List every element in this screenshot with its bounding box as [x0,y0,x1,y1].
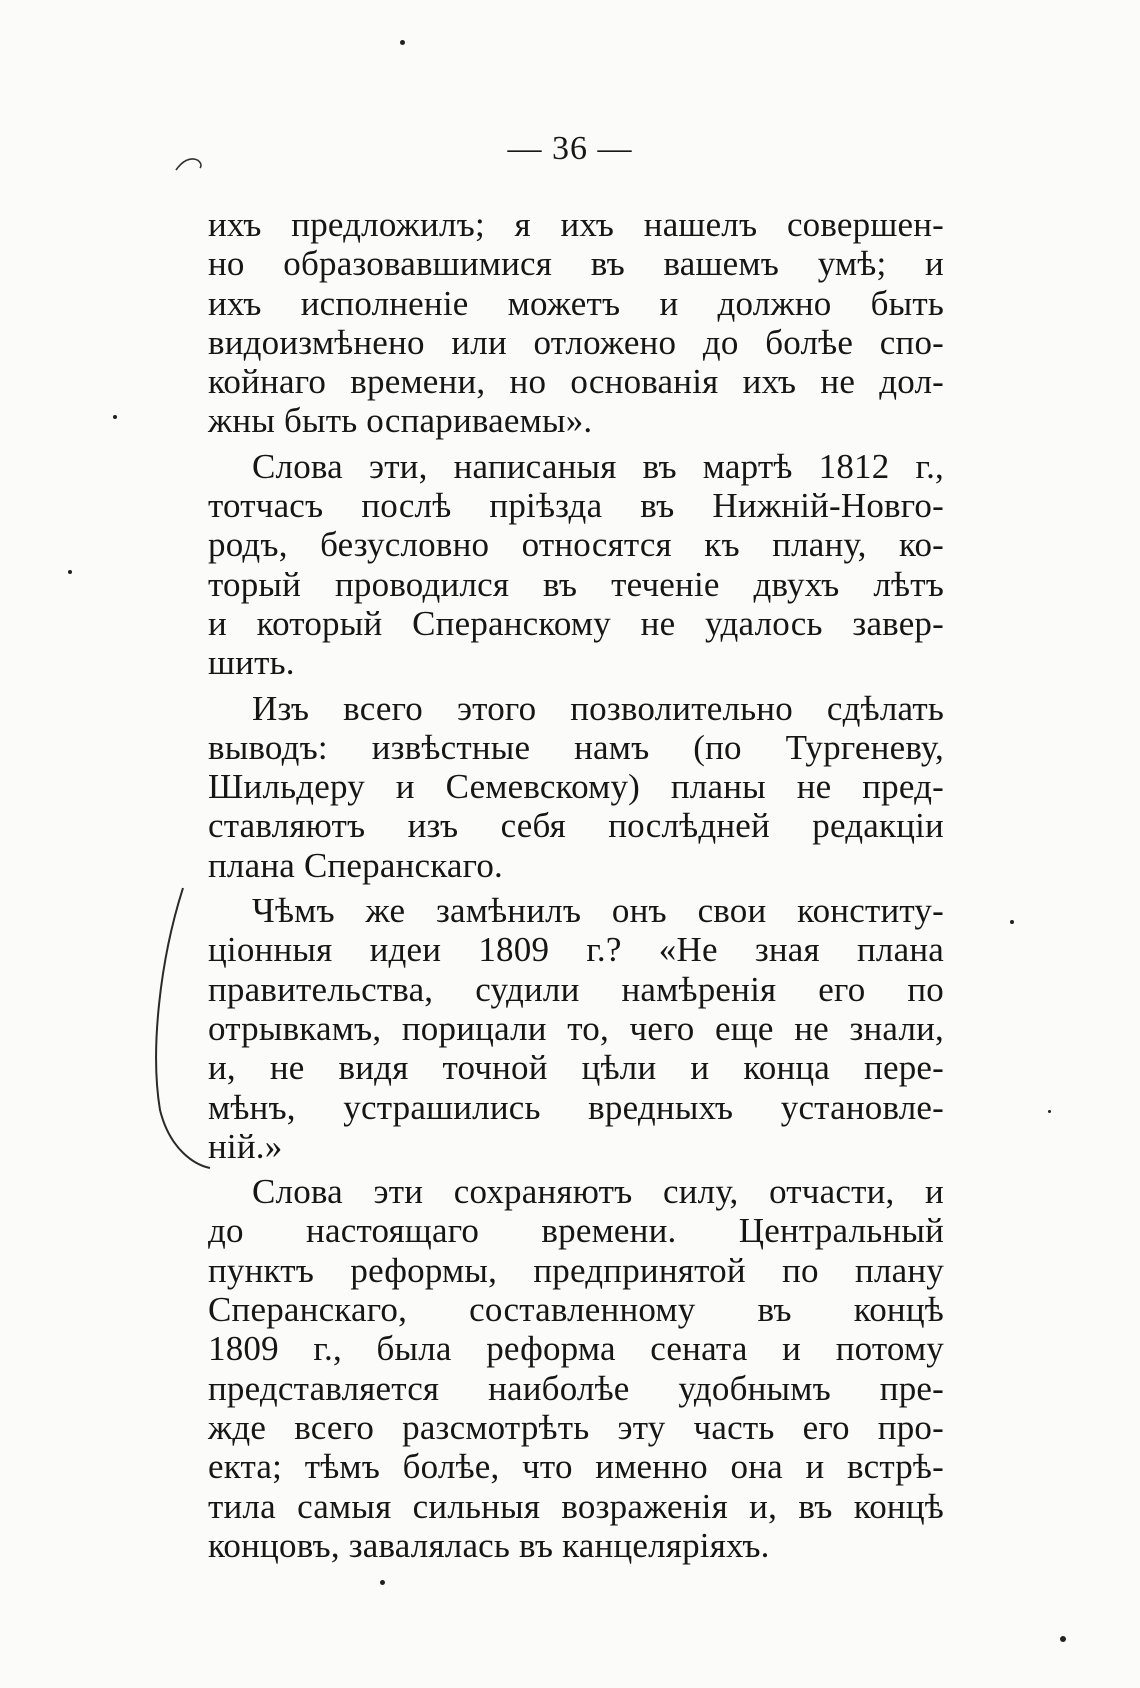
text-line: тила самыя сильныя возраженія и, въ концѣ [208,1486,944,1526]
text-line: торый проводился въ теченіе двухъ лѣтъ [208,564,944,604]
text-line: Слова эти, написаныя въ мартѣ 1812 г., [252,446,944,486]
text-line: екта; тѣмъ болѣе, что именно она и встрѣ- [208,1447,944,1487]
print-speck [1010,920,1014,924]
text-line: ихъ исполненіе можетъ и должно быть [208,283,944,323]
paragraph [208,205,944,441]
page-number: — 36 — [507,130,633,167]
text-line: концовъ, завалялась въ канцеляріяхъ. [208,1525,770,1565]
paragraph [208,447,944,683]
text-line: жны быть оспариваемы». [208,401,593,441]
text-line: ній.» [208,1126,283,1166]
print-speck [1060,1636,1066,1642]
text-line: видоизмѣнено или отложено до болѣе спо- [208,322,944,362]
text-line: ціонныя идеи 1809 г.? «Не зная плана [208,930,944,970]
text-line: Шильдеру и Семевскому) планы не пред- [208,767,944,807]
text-line: Чѣмъ же замѣнилъ онъ свои конститу- [252,891,944,931]
text-line: жде всего разсмотрѣть эту часть его про- [208,1407,944,1447]
text-line: Изъ всего этого позволительно сдѣлать [252,688,944,728]
print-speck [1048,1110,1051,1113]
text-line: Слова эти сохраняютъ силу, отчасти, и [252,1172,944,1212]
text-line: 1809 г., была реформа сената и потому [208,1329,944,1369]
text-line: и который Сперанскому не удалось завер- [208,603,944,643]
text-line: родъ, безусловно относятся къ плану, ко- [208,525,944,565]
text-line: отрывкамъ, порицали то, чего еще не знали, [208,1008,944,1048]
paragraph [208,891,944,1166]
text-line: выводъ: извѣстные намъ (по Тургеневу, [208,727,944,767]
print-speck [68,570,72,574]
print-speck [113,415,117,419]
text-line: правительства, судили намѣренія его по [208,969,944,1009]
text-line: койнаго времени, но основанія ихъ не дол- [208,362,944,402]
text-line: представляется наиболѣе удобнымъ пре- [208,1368,944,1408]
text-line: ихъ предложилъ; я ихъ нашелъ совершен- [208,205,944,244]
body-text [208,205,944,1565]
text-line: пунктъ реформы, предпринятой по плану [208,1250,944,1290]
print-speck [400,40,405,45]
text-line: плана Сперанскаго. [208,845,503,885]
text-line: мѣнъ, устрашились вредныхъ установле- [208,1087,944,1127]
text-line: но образовавшимися въ вашемъ умѣ; и [208,244,944,284]
text-line: и, не видя точной цѣли и конца пере- [208,1048,944,1088]
text-line: до настоящаго времени. Центральный [208,1211,944,1251]
paragraph [208,1172,944,1565]
text-line: Сперанскаго, составленному въ концѣ [208,1290,944,1330]
print-speck [380,1580,385,1585]
text-line: ставляютъ изъ себя послѣдней редакціи [208,806,944,846]
text-line: тотчасъ послѣ пріѣзда въ Нижній-Новго- [208,486,944,526]
text-line: шить. [208,643,295,683]
paragraph [208,689,944,885]
